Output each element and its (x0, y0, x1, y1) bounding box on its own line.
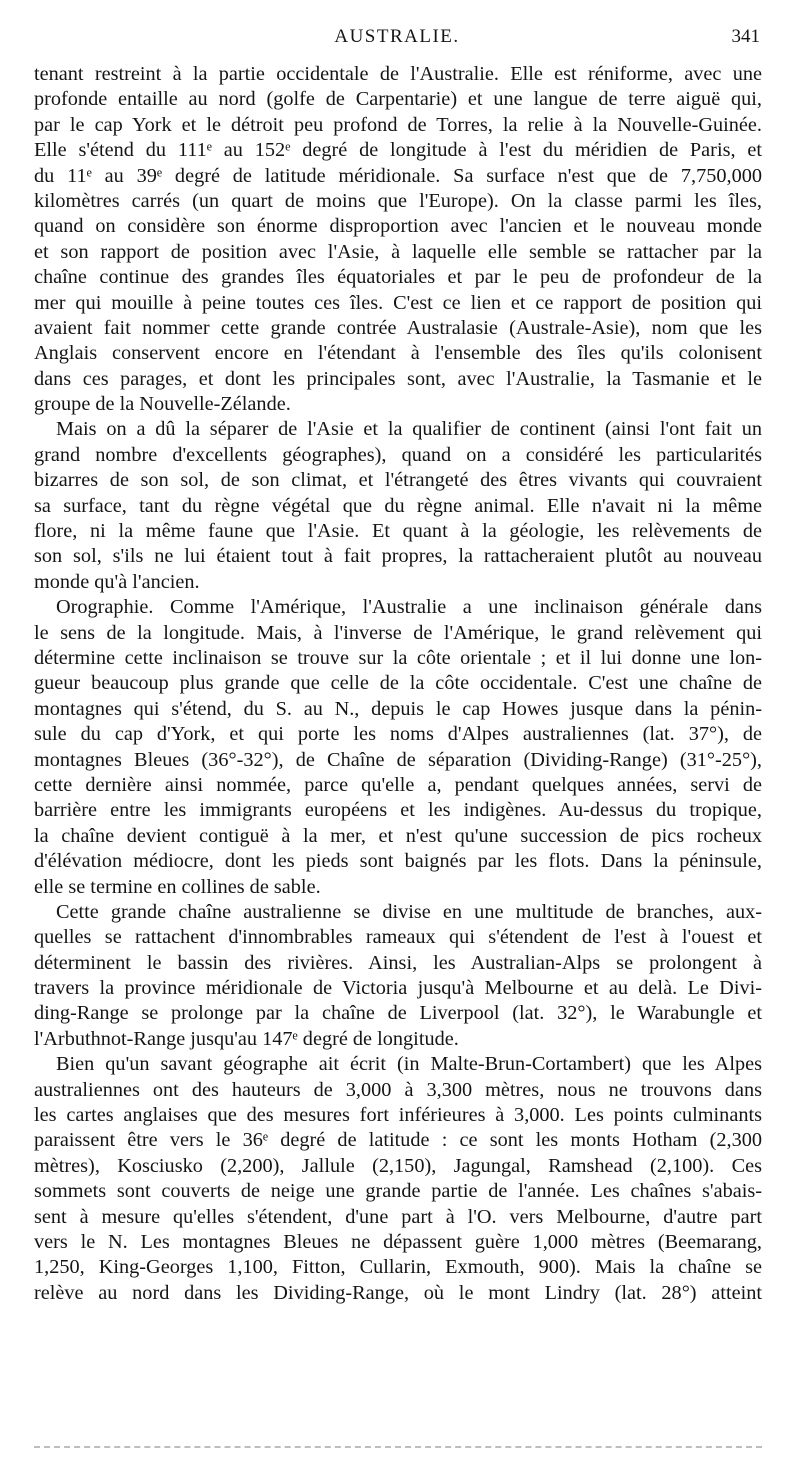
text-line: sule du cap d'York, et qui porte les noms d'Alpes australiennes (lat. 37°), de (34, 723, 762, 746)
paragraph-start-line: Bien qu'un savant géographe ait écrit (in Malte-Brun-Cortambert) que les Alpes (56, 1053, 762, 1076)
text-line: par le cap York et le détroit peu profond de Torres, la relie à la Nouvelle-Guinée. (34, 113, 762, 136)
text-line: d'élévation médiocre, dont les pieds sont baignés par les flots. Dans la péninsule, (34, 850, 762, 873)
text-line: déterminent le bassin des rivières. Ainsi, les Australian-Alps se prolongent à (34, 951, 762, 974)
text-line: sa surface, tant du règne végétal que du règne animal. Elle n'avait ni la même (34, 494, 762, 517)
text-line: mètres), Kosciusko (2,200), Jallule (2,150), Jagungal, Ramshead (2,100). Ces (34, 1154, 762, 1177)
text-line: et son rapport de position avec l'Asie, à laquelle elle semble se rattacher par la (34, 240, 762, 263)
text-line: relève au nord dans les Dividing-Range, où le mont Lindry (lat. 28°) atteint (34, 1281, 762, 1304)
page-header (34, 22, 760, 52)
text-line: ding-Range se prolonge par la chaîne de Liverpool (lat. 32°), le Warabungle et (34, 1002, 762, 1025)
text-line: quand on considère son énorme disproportion avec l'ancien et le nouveau monde (34, 215, 762, 238)
text-line: barrière entre les immigrants européens et les indigènes. Au-dessus du tropique, (34, 799, 762, 822)
text-line: montagnes qui s'étend, du S. au N., depuis le cap Howes jusque dans la pénin- (34, 697, 762, 720)
paragraph-start-line: Mais on a dû la séparer de l'Asie et la qualifier de continent (ainsi l'ont fait un (56, 418, 762, 441)
section-heading-line: Orographie. Comme l'Amérique, l'Australie a une inclinaison générale dans (56, 596, 762, 619)
text-line: travers la province méridionale de Victoria jusqu'à Melbourne et au delà. Le Divi- (34, 977, 762, 1000)
text-line: sommets sont couverts de neige une grande partie de l'année. Les chaînes s'abais- (34, 1180, 762, 1203)
text-line: profonde entaille au nord (golfe de Carpentarie) et une langue de terre aiguë qui, (34, 88, 762, 111)
paragraph-end-line: monde qu'à l'ancien. (34, 570, 200, 593)
text-line: la chaîne devient contiguë à la mer, et n'est qu'une succession de pics rocheux (34, 824, 762, 847)
footer-rule (34, 1446, 762, 1448)
text-line: les cartes anglaises que des mesures fort inférieures à 3,000. Les points culminants (34, 1104, 762, 1127)
text-line: tenant restreint à la partie occidentale de l'Australie. Elle est réniforme, avec une (34, 63, 762, 85)
paragraph-end-line: groupe de la Nouvelle-Zélande. (34, 393, 291, 416)
text-line: 1,250, King-Georges 1,100, Fitton, Cullarin, Exmouth, 900). Mais la chaîne se (34, 1256, 762, 1279)
text-line: Elle s'étend du 111ᵉ au 152ᵉ degré de longitude à l'est du méridien de Paris, et (34, 139, 762, 162)
paragraph-end-line: elle se termine en collines de sable. (34, 875, 321, 898)
paragraph-start-line: Cette grande chaîne australienne se divise en une multitude de branches, aux- (56, 900, 762, 923)
text-line: son sol, s'ils ne lui étaient tout à fait propres, la rattacheraient plutôt au nouveau (34, 545, 762, 568)
text-line: montagnes Bleues (36°-32°), de Chaîne de séparation (Dividing-Range) (31°-25°), (34, 748, 762, 771)
text-line: cette dernière ainsi nommée, parce qu'elle a, pendant quelques années, servi de (34, 773, 762, 796)
text-line: avaient fait nommer cette grande contrée Australasie (Australe-Asie), nom que les (34, 316, 762, 339)
text-line: vers le N. Les montagnes Bleues ne dépassent guère 1,000 mètres (Beemarang, (34, 1230, 762, 1253)
text-line: paraissent être vers le 36ᵉ degré de latitude : ce sont les monts Hotham (2,300 (34, 1129, 762, 1152)
text-line: grand nombre d'excellents géographes), quand on a considéré les particularités (34, 443, 762, 466)
body-text (34, 62, 762, 1306)
running-title: AUSTRALIE. (334, 26, 460, 47)
text-line: du 11ᵉ au 39ᵉ degré de latitude méridionale. Sa surface n'est que de 7,750,000 (34, 164, 762, 187)
text-line: dans ces parages, et dont les principales sont, avec l'Australie, la Tasmanie et le (34, 367, 762, 390)
text-line: Anglais conservent encore en l'étendant à l'ensemble des îles qu'ils colonisent (34, 342, 762, 365)
text-line: australiennes ont des hauteurs de 3,000 à 3,300 mètres, nous ne trouvons dans (34, 1078, 762, 1101)
text-line: quelles se rattachent d'innombrables rameaux qui s'étendent de l'est à l'ouest et (34, 926, 762, 949)
text-line: chaîne continue des grandes îles équatoriales et par le peu de profondeur de la (34, 266, 762, 289)
text-line: mer qui mouille à peine toutes ces îles. C'est ce lien et ce rapport de position qui (34, 291, 762, 314)
paragraph-end-line: l'Arbuthnot-Range jusqu'au 147ᵉ degré de longitude. (34, 1027, 459, 1050)
text-line: gueur beaucoup plus grande que celle de la côte occidentale. C'est une chaîne de (34, 672, 762, 695)
text-line: le sens de la longitude. Mais, à l'inverse de l'Amérique, le grand relèvement qui (34, 621, 762, 644)
page-number: 341 (731, 26, 760, 47)
text-line: détermine cette inclinaison se trouve sur la côte orientale ; et il lui donne une lon- (34, 646, 762, 669)
text-line: flore, ni la même faune que l'Asie. Et quant à la géologie, les relèvements de (34, 520, 762, 543)
text-line: bizarres de son sol, de son climat, et l'étrangeté des êtres vivants qui couvraient (34, 469, 762, 492)
text-line: sent à mesure qu'elles s'étendent, d'une part à l'O. vers Melbourne, d'autre part (34, 1205, 762, 1228)
text-line: kilomètres carrés (un quart de moins que l'Europe). On la classe parmi les îles, (34, 189, 762, 212)
